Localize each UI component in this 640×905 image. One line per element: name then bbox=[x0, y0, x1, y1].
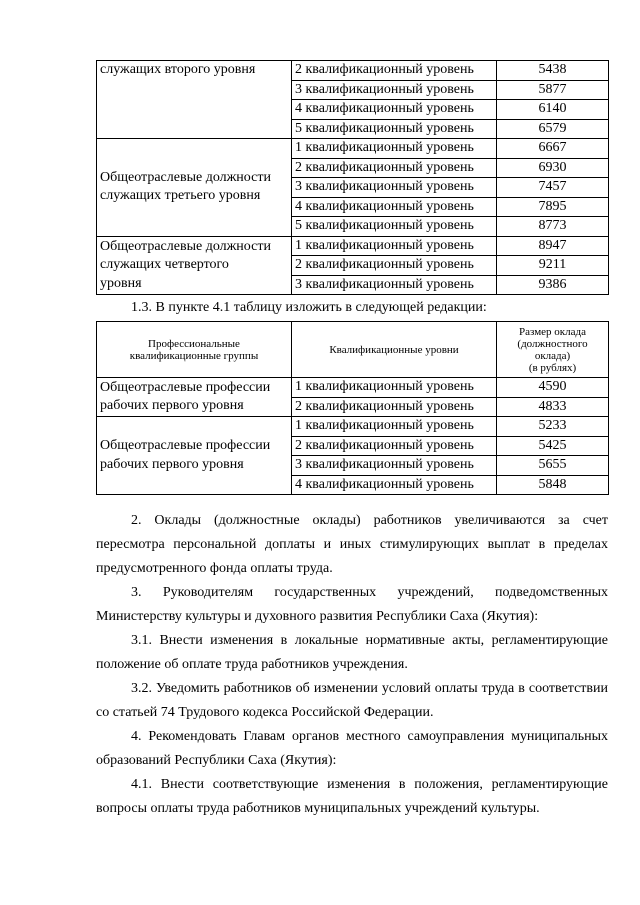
level-cell: 5 квалификационный уровень bbox=[292, 119, 497, 139]
group-name-cell bbox=[97, 236, 292, 295]
level-cell: 4 квалификационный уровень bbox=[292, 475, 497, 495]
level-cell: 1 квалификационный уровень bbox=[292, 139, 497, 159]
salary-cell: 6579 bbox=[497, 119, 609, 139]
level-cell: 1 квалификационный уровень bbox=[292, 236, 497, 256]
table-caption: 1.3. В пункте 4.1 таблицу изложить в следующей редакции: bbox=[131, 300, 487, 315]
salary-cell: 6140 bbox=[497, 100, 609, 120]
salary-cell: 5233 bbox=[497, 417, 609, 437]
paragraph-4-1: 4.1. Внести соответствующие изменения в положения, регламентирующие вопросы оплаты труда работников муниципальных учреждений культуры. bbox=[96, 777, 608, 816]
group-name-cell bbox=[97, 417, 292, 495]
salary-cell: 9386 bbox=[497, 275, 609, 295]
salary-cell: 4833 bbox=[497, 397, 609, 417]
group-name-line: служащих второго уровня bbox=[100, 62, 256, 77]
salary-cell: 4590 bbox=[497, 378, 609, 398]
table-row bbox=[97, 61, 609, 81]
level-cell: 3 квалификационный уровень bbox=[292, 275, 497, 295]
group-name-line: служащих четвертого bbox=[100, 257, 229, 272]
paragraph-2: 2. Оклады (должностные оклады) работников увеличиваются за счет пересмотра персональной доплаты и иных стимулирующих выплат в пределах предусмотренного фонда оплаты труда. bbox=[96, 513, 608, 576]
group-name-line: уровня bbox=[100, 275, 142, 291]
level-cell: 3 квалификационный уровень bbox=[292, 456, 497, 476]
salary-cell: 5655 bbox=[497, 456, 609, 476]
group-name-line: Общеотраслевые профессии bbox=[100, 438, 271, 453]
paragraph-3-1: 3.1. Внести изменения в локальные нормативные акты, регламентирующие положение об оплате труда работников учреждения. bbox=[96, 633, 608, 672]
paragraph-4: 4. Рекомендовать Главам органов местного самоуправления муниципальных образований Республики Саха (Якутия): bbox=[96, 729, 608, 768]
group-name-cell bbox=[97, 61, 292, 139]
level-cell: 1 квалификационный уровень bbox=[292, 417, 497, 437]
level-cell: 2 квалификационный уровень bbox=[292, 158, 497, 178]
level-cell: 2 квалификационный уровень bbox=[292, 436, 497, 456]
salary-cell: 9211 bbox=[497, 256, 609, 276]
group-name-cell bbox=[97, 139, 292, 237]
salary-cell: 8947 bbox=[497, 236, 609, 256]
level-cell: 1 квалификационный уровень bbox=[292, 378, 497, 398]
level-cell: 3 квалификационный уровень bbox=[292, 178, 497, 198]
salary-table-employees bbox=[96, 60, 609, 295]
paragraph-3-2: 3.2. Уведомить работников об изменении условий оплаты труда в соответствии со статьей 74 Трудового кодекса Российской Федерации. bbox=[96, 681, 608, 720]
header-salary: Размер оклада (должностного оклада) (в рублях) bbox=[497, 322, 609, 378]
table-row bbox=[97, 378, 609, 398]
salary-cell: 5848 bbox=[497, 475, 609, 495]
level-cell: 4 квалификационный уровень bbox=[292, 100, 497, 120]
level-cell: 2 квалификационный уровень bbox=[292, 256, 497, 276]
salary-table-workers bbox=[96, 321, 609, 495]
salary-cell: 6930 bbox=[497, 158, 609, 178]
paragraph-3: 3. Руководителям государственных учреждений, подведомственных Министерству культуры и духовного развития Республики Саха (Якутия): bbox=[96, 585, 608, 624]
group-name-line: служащих третьего уровня bbox=[100, 188, 261, 204]
salary-cell: 8773 bbox=[497, 217, 609, 237]
level-cell: 5 квалификационный уровень bbox=[292, 217, 497, 237]
level-cell: 2 квалификационный уровень bbox=[292, 61, 497, 81]
group-name-line: Общеотраслевые профессии bbox=[100, 379, 271, 395]
salary-cell: 5877 bbox=[497, 80, 609, 100]
level-cell: 4 квалификационный уровень bbox=[292, 197, 497, 217]
group-name-line: рабочих первого уровня bbox=[100, 456, 244, 472]
group-name-line: Общеотраслевые должности bbox=[100, 238, 271, 254]
salary-cell: 7457 bbox=[497, 178, 609, 198]
header-groups: Профессиональные квалификационные группы bbox=[97, 322, 292, 378]
document-page bbox=[96, 60, 608, 821]
level-cell: 2 квалификационный уровень bbox=[292, 397, 497, 417]
salary-cell: 7895 bbox=[497, 197, 609, 217]
table-row bbox=[97, 236, 609, 256]
salary-cell: 5438 bbox=[497, 61, 609, 81]
table-row bbox=[97, 417, 609, 437]
table-row bbox=[97, 139, 609, 159]
group-name-line: рабочих первого уровня bbox=[100, 398, 244, 413]
body-text bbox=[96, 509, 608, 821]
salary-cell: 6667 bbox=[497, 139, 609, 159]
salary-cell: 5425 bbox=[497, 436, 609, 456]
level-cell: 3 квалификационный уровень bbox=[292, 80, 497, 100]
group-name-line: Общеотраслевые должности bbox=[100, 169, 271, 185]
group-name-cell bbox=[97, 378, 292, 417]
header-levels: Квалификационные уровни bbox=[292, 322, 497, 378]
